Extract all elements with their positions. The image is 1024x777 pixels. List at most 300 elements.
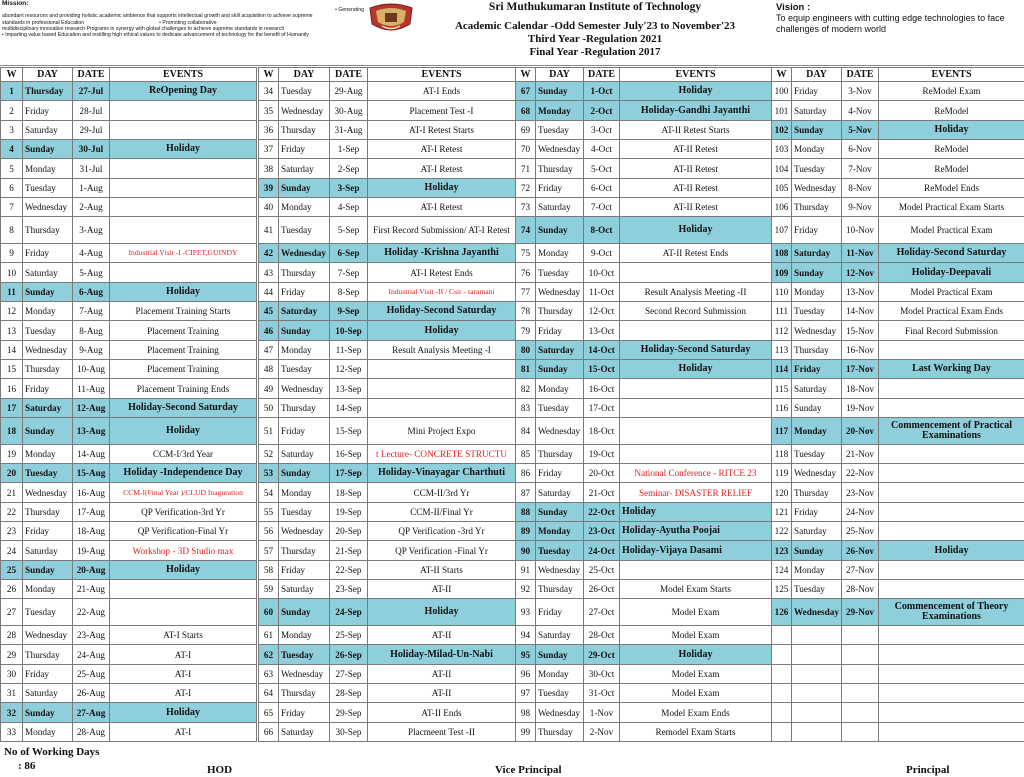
day-cell: Sunday	[792, 263, 842, 282]
day-cell: Monday	[536, 101, 584, 120]
week-number-cell: 99	[516, 722, 536, 741]
day-cell: Thursday	[536, 580, 584, 599]
table-header-row	[772, 68, 1024, 82]
table-row	[259, 398, 516, 417]
day-cell: Saturday	[792, 522, 842, 541]
day-cell: Thursday	[23, 645, 73, 664]
event-cell: Holiday	[110, 140, 257, 159]
event-cell	[879, 722, 1024, 741]
date-cell: 26-Sep	[330, 645, 368, 664]
day-cell: Tuesday	[792, 444, 842, 463]
table-row	[516, 703, 772, 722]
day-cell: Saturday	[279, 722, 330, 741]
date-cell: 27-Aug	[73, 703, 110, 722]
week-number-cell: 36	[259, 120, 279, 139]
event-cell: Placement Training	[110, 360, 257, 379]
week-number-cell: 18	[1, 418, 23, 445]
day-cell: Thursday	[279, 263, 330, 282]
week-number-cell: 117	[772, 418, 792, 445]
day-cell: Saturday	[792, 101, 842, 120]
week-number-cell: 96	[516, 664, 536, 683]
day-cell: Monday	[279, 340, 330, 359]
day-cell: Tuesday	[536, 541, 584, 560]
day-cell: Saturday	[23, 398, 73, 417]
column-header-w: W	[772, 68, 792, 82]
mission-label: Mission:	[2, 0, 29, 7]
table-row	[772, 340, 1024, 359]
week-number-cell	[772, 626, 792, 645]
week-number-cell: 26	[1, 580, 23, 599]
holiday-row	[1, 703, 257, 722]
date-cell: 25-Aug	[73, 664, 110, 683]
table-row	[259, 522, 516, 541]
event-cell: AT-II Retest	[620, 140, 772, 159]
day-cell: Sunday	[536, 502, 584, 521]
event-cell: Model Exam	[620, 684, 772, 703]
vice-principal-signature-label: Vice Principal	[495, 764, 562, 776]
date-cell: 25-Nov	[842, 522, 879, 541]
week-number-cell: 33	[1, 722, 23, 741]
day-cell: Thursday	[23, 360, 73, 379]
day-cell: Sunday	[23, 140, 73, 159]
day-cell: Monday	[792, 560, 842, 579]
table-row	[1, 263, 257, 282]
date-cell: 6-Nov	[842, 140, 879, 159]
column-header-date: DATE	[330, 68, 368, 82]
week-number-cell: 119	[772, 464, 792, 483]
date-cell: 30-Sep	[330, 722, 368, 741]
table-row	[516, 684, 772, 703]
date-cell: 5-Aug	[73, 263, 110, 282]
table-row	[772, 398, 1024, 417]
event-cell: Holiday-Vinayagar Charthuti	[368, 464, 516, 483]
table-row	[259, 626, 516, 645]
date-cell: 4-Aug	[73, 244, 110, 263]
table-row	[772, 502, 1024, 521]
event-cell	[110, 101, 257, 120]
date-cell: 6-Aug	[73, 282, 110, 301]
day-cell: Monday	[23, 444, 73, 463]
week-number-cell: 19	[1, 444, 23, 463]
day-cell	[792, 626, 842, 645]
week-number-cell: 65	[259, 703, 279, 722]
day-cell: Monday	[23, 159, 73, 178]
date-cell: 14-Nov	[842, 302, 879, 321]
table-row	[772, 464, 1024, 483]
event-cell: Last Working Day	[879, 360, 1024, 379]
week-number-cell: 63	[259, 664, 279, 683]
table-row	[516, 178, 772, 197]
day-cell: Thursday	[792, 483, 842, 502]
week-number-cell: 101	[772, 101, 792, 120]
week-number-cell: 12	[1, 302, 23, 321]
date-cell: 20-Sep	[330, 522, 368, 541]
event-cell: Model Practical Exam Ends	[879, 302, 1024, 321]
table-row	[1, 626, 257, 645]
table-row	[516, 560, 772, 579]
day-cell: Thursday	[279, 541, 330, 560]
week-number-cell: 43	[259, 263, 279, 282]
event-cell: ReModel Exam	[879, 82, 1024, 101]
event-cell	[110, 599, 257, 626]
event-cell: AT-I Ends	[368, 82, 516, 101]
holiday-row	[259, 321, 516, 340]
holiday-row	[772, 541, 1024, 560]
table-row	[516, 664, 772, 683]
week-number-cell: 69	[516, 120, 536, 139]
calendar-title: Academic Calendar -Odd Semester July'23 to November'23	[454, 20, 736, 32]
day-cell: Wednesday	[23, 626, 73, 645]
week-number-cell: 13	[1, 321, 23, 340]
event-cell: AT-II	[368, 664, 516, 683]
date-cell: 18-Nov	[842, 379, 879, 398]
column-header-date: DATE	[842, 68, 879, 82]
week-number-cell: 112	[772, 321, 792, 340]
date-cell: 26-Aug	[73, 684, 110, 703]
day-cell: Wednesday	[536, 560, 584, 579]
table-row	[259, 722, 516, 741]
institute-name: Sri Muthukumaran Institute of Technology	[488, 1, 702, 13]
event-cell: Second Record Submission	[620, 302, 772, 321]
table-row	[259, 140, 516, 159]
event-cell	[110, 217, 257, 244]
event-cell: Holiday	[620, 82, 772, 101]
date-cell: 29-Sep	[330, 703, 368, 722]
holiday-row	[259, 302, 516, 321]
date-cell: 15-Aug	[73, 464, 110, 483]
week-number-cell: 32	[1, 703, 23, 722]
vision-statement	[776, 2, 1022, 35]
date-cell: 29-Aug	[330, 82, 368, 101]
date-cell: 25-Oct	[584, 560, 620, 579]
week-number-cell: 77	[516, 282, 536, 301]
table-row	[772, 684, 1024, 703]
day-cell	[792, 703, 842, 722]
table-header-row	[1, 68, 257, 82]
date-cell: 9-Nov	[842, 198, 879, 217]
date-cell: 26-Oct	[584, 580, 620, 599]
holiday-row	[772, 418, 1024, 445]
date-cell: 20-Nov	[842, 418, 879, 445]
table-row	[772, 82, 1024, 101]
mission-line: abundant resources and providing holistic academic ambience that supports intellectual growth and skill acquisition to achieve supreme	[2, 13, 313, 20]
day-cell: Thursday	[279, 684, 330, 703]
table-row	[516, 464, 772, 483]
table-row	[1, 198, 257, 217]
week-number-cell: 5	[1, 159, 23, 178]
event-cell: Model Practical Exam	[879, 282, 1024, 301]
day-cell: Saturday	[23, 120, 73, 139]
week-number-cell: 88	[516, 502, 536, 521]
event-cell: AT-II	[368, 626, 516, 645]
week-number-cell: 111	[772, 302, 792, 321]
week-number-cell: 110	[772, 282, 792, 301]
table-row	[259, 703, 516, 722]
calendar-header	[0, 0, 1024, 66]
date-cell: 24-Sep	[330, 599, 368, 626]
mission-line: standards in professional Education • Promoting collaborative	[2, 19, 217, 26]
event-cell	[620, 444, 772, 463]
day-cell: Wednesday	[792, 321, 842, 340]
day-cell: Wednesday	[536, 418, 584, 445]
date-cell: 20-Oct	[584, 464, 620, 483]
date-cell: 23-Nov	[842, 483, 879, 502]
column-header-date: DATE	[584, 68, 620, 82]
event-cell	[879, 580, 1024, 599]
date-cell: 12-Aug	[73, 398, 110, 417]
day-cell: Monday	[536, 664, 584, 683]
week-number-cell: 67	[516, 82, 536, 101]
event-cell: AT-I Retest Ends	[368, 263, 516, 282]
date-cell: 15-Oct	[584, 360, 620, 379]
vision-label: Vision :	[776, 2, 811, 13]
day-cell: Friday	[536, 599, 584, 626]
event-cell: Holiday	[110, 418, 257, 445]
date-cell: 30-Oct	[584, 664, 620, 683]
event-cell: AT-II Retest	[620, 198, 772, 217]
event-cell	[879, 464, 1024, 483]
date-cell: 15-Sep	[330, 418, 368, 445]
week-number-cell: 60	[259, 599, 279, 626]
table-row	[772, 178, 1024, 197]
date-cell: 12-Sep	[330, 360, 368, 379]
date-cell: 17-Aug	[73, 502, 110, 521]
table-row	[772, 217, 1024, 244]
table-row	[516, 599, 772, 626]
day-cell: Friday	[23, 664, 73, 683]
day-cell: Tuesday	[792, 159, 842, 178]
date-cell: 2-Nov	[584, 722, 620, 741]
day-cell: Tuesday	[536, 263, 584, 282]
date-cell	[842, 626, 879, 645]
event-cell: Holiday	[879, 541, 1024, 560]
event-cell: Placement Training	[110, 340, 257, 359]
holiday-row	[772, 244, 1024, 263]
event-cell: Model Practical Exam Starts	[879, 198, 1024, 217]
week-number-cell: 55	[259, 502, 279, 521]
week-number-cell: 16	[1, 379, 23, 398]
event-cell: Placement Training Starts	[110, 302, 257, 321]
week-number-cell: 30	[1, 664, 23, 683]
day-cell: Friday	[23, 379, 73, 398]
week-number-cell: 115	[772, 379, 792, 398]
event-cell	[110, 159, 257, 178]
event-cell: Holiday	[620, 502, 772, 521]
event-cell	[110, 580, 257, 599]
day-cell: Monday	[279, 483, 330, 502]
week-number-cell: 3	[1, 120, 23, 139]
week-number-cell: 35	[259, 101, 279, 120]
date-cell: 12-Nov	[842, 263, 879, 282]
week-number-cell: 120	[772, 483, 792, 502]
holiday-row	[772, 599, 1024, 626]
week-number-cell: 126	[772, 599, 792, 626]
table-row	[516, 263, 772, 282]
day-cell: Saturday	[792, 244, 842, 263]
date-cell: 30-Jul	[73, 140, 110, 159]
date-cell: 5-Sep	[330, 217, 368, 244]
column-header-w: W	[516, 68, 536, 82]
date-cell: 23-Aug	[73, 626, 110, 645]
week-number-cell: 102	[772, 120, 792, 139]
day-cell: Tuesday	[279, 360, 330, 379]
day-cell: Wednesday	[23, 340, 73, 359]
event-cell: QP Verification-Final Yr	[110, 522, 257, 541]
week-number-cell: 85	[516, 444, 536, 463]
table-row	[516, 244, 772, 263]
week-number-cell: 74	[516, 217, 536, 244]
day-cell: Sunday	[536, 360, 584, 379]
table-row	[516, 159, 772, 178]
event-cell	[368, 398, 516, 417]
day-cell: Wednesday	[279, 244, 330, 263]
table-row	[516, 722, 772, 741]
week-number-cell: 87	[516, 483, 536, 502]
week-number-cell: 34	[259, 82, 279, 101]
table-row	[1, 599, 257, 626]
table-row	[1, 541, 257, 560]
holiday-row	[516, 217, 772, 244]
date-cell: 1-Oct	[584, 82, 620, 101]
table-row	[772, 722, 1024, 741]
date-cell: 16-Nov	[842, 340, 879, 359]
date-cell: 8-Aug	[73, 321, 110, 340]
day-cell: Wednesday	[792, 599, 842, 626]
day-cell: Tuesday	[536, 684, 584, 703]
week-number-cell: 57	[259, 541, 279, 560]
date-cell: 8-Oct	[584, 217, 620, 244]
event-cell: Holiday	[368, 321, 516, 340]
table-row	[772, 483, 1024, 502]
table-row	[259, 360, 516, 379]
header-divider	[0, 65, 1024, 66]
holiday-row	[259, 599, 516, 626]
table-row	[259, 217, 516, 244]
holiday-row	[516, 340, 772, 359]
date-cell: 9-Aug	[73, 340, 110, 359]
week-number-cell: 21	[1, 483, 23, 502]
date-cell: 7-Nov	[842, 159, 879, 178]
date-cell: 23-Sep	[330, 580, 368, 599]
day-cell: Sunday	[536, 217, 584, 244]
table-row	[516, 398, 772, 417]
date-cell: 4-Oct	[584, 140, 620, 159]
day-cell: Wednesday	[279, 664, 330, 683]
day-cell: Friday	[792, 217, 842, 244]
day-cell: Tuesday	[23, 464, 73, 483]
week-number-cell: 54	[259, 483, 279, 502]
date-cell	[842, 664, 879, 683]
event-cell: AT-I	[110, 684, 257, 703]
day-cell: Monday	[536, 379, 584, 398]
date-cell: 31-Oct	[584, 684, 620, 703]
principal-signature-label: Principal	[906, 764, 950, 776]
table-row	[772, 282, 1024, 301]
date-cell: 19-Nov	[842, 398, 879, 417]
date-cell: 9-Sep	[330, 302, 368, 321]
day-cell: Saturday	[279, 159, 330, 178]
event-cell: Remodel Exam Starts	[620, 722, 772, 741]
week-number-cell: 1	[1, 82, 23, 101]
event-cell: Holiday	[110, 703, 257, 722]
table-row	[772, 140, 1024, 159]
event-cell: Industrial Visit -II / Csir - taramani	[368, 282, 516, 301]
event-cell: Holiday	[879, 120, 1024, 139]
day-cell: Thursday	[23, 217, 73, 244]
date-cell: 12-Oct	[584, 302, 620, 321]
table-row	[1, 178, 257, 197]
table-row	[1, 302, 257, 321]
table-row	[259, 282, 516, 301]
event-cell: Commencement of Practical Examinations	[879, 418, 1024, 445]
day-cell: Friday	[279, 703, 330, 722]
week-number-cell: 97	[516, 684, 536, 703]
week-number-cell: 50	[259, 398, 279, 417]
date-cell: 3-Oct	[584, 120, 620, 139]
event-cell: Holiday -Krishna Jayanthi	[368, 244, 516, 263]
week-number-cell: 73	[516, 198, 536, 217]
week-number-cell: 51	[259, 418, 279, 445]
day-cell: Monday	[792, 140, 842, 159]
week-number-cell: 70	[516, 140, 536, 159]
table-row	[516, 321, 772, 340]
date-cell: 11-Oct	[584, 282, 620, 301]
day-cell: Thursday	[23, 82, 73, 101]
event-cell	[879, 626, 1024, 645]
table-row	[1, 522, 257, 541]
week-number-cell: 31	[1, 684, 23, 703]
table-row	[772, 198, 1024, 217]
event-cell: AT-I Retest Starts	[368, 120, 516, 139]
event-cell: Industrial Visit -I -CIPET,GUINDY	[110, 244, 257, 263]
week-number-cell: 25	[1, 560, 23, 579]
table-row	[259, 418, 516, 445]
date-cell: 13-Nov	[842, 282, 879, 301]
day-cell: Friday	[23, 101, 73, 120]
week-number-cell: 39	[259, 178, 279, 197]
date-cell: 13-Aug	[73, 418, 110, 445]
day-cell	[792, 684, 842, 703]
date-cell: 17-Nov	[842, 360, 879, 379]
event-cell: Mini Project Expo	[368, 418, 516, 445]
event-cell	[110, 263, 257, 282]
week-number-cell: 79	[516, 321, 536, 340]
date-cell	[842, 722, 879, 741]
table-row	[516, 444, 772, 463]
date-cell: 19-Aug	[73, 541, 110, 560]
event-cell: AT-I Retest	[368, 198, 516, 217]
date-cell: 16-Aug	[73, 483, 110, 502]
day-cell: Tuesday	[279, 82, 330, 101]
week-number-cell: 61	[259, 626, 279, 645]
day-cell: Friday	[23, 244, 73, 263]
week-number-cell: 40	[259, 198, 279, 217]
table-row	[1, 722, 257, 741]
event-cell: ReModel	[879, 140, 1024, 159]
mission-line: • Imparting value based Education and instilling high ethical values to dedicate advancement of technology for the benefit of Humanity	[2, 32, 309, 39]
table-row	[772, 626, 1024, 645]
week-number-cell: 105	[772, 178, 792, 197]
day-cell: Friday	[279, 140, 330, 159]
date-cell: 10-Nov	[842, 217, 879, 244]
date-cell: 11-Sep	[330, 340, 368, 359]
day-cell: Saturday	[536, 198, 584, 217]
date-cell: 5-Nov	[842, 120, 879, 139]
day-cell: Friday	[279, 418, 330, 445]
event-cell: Holiday	[368, 178, 516, 197]
day-cell: Sunday	[23, 560, 73, 579]
event-cell: Placement Training Ends	[110, 379, 257, 398]
